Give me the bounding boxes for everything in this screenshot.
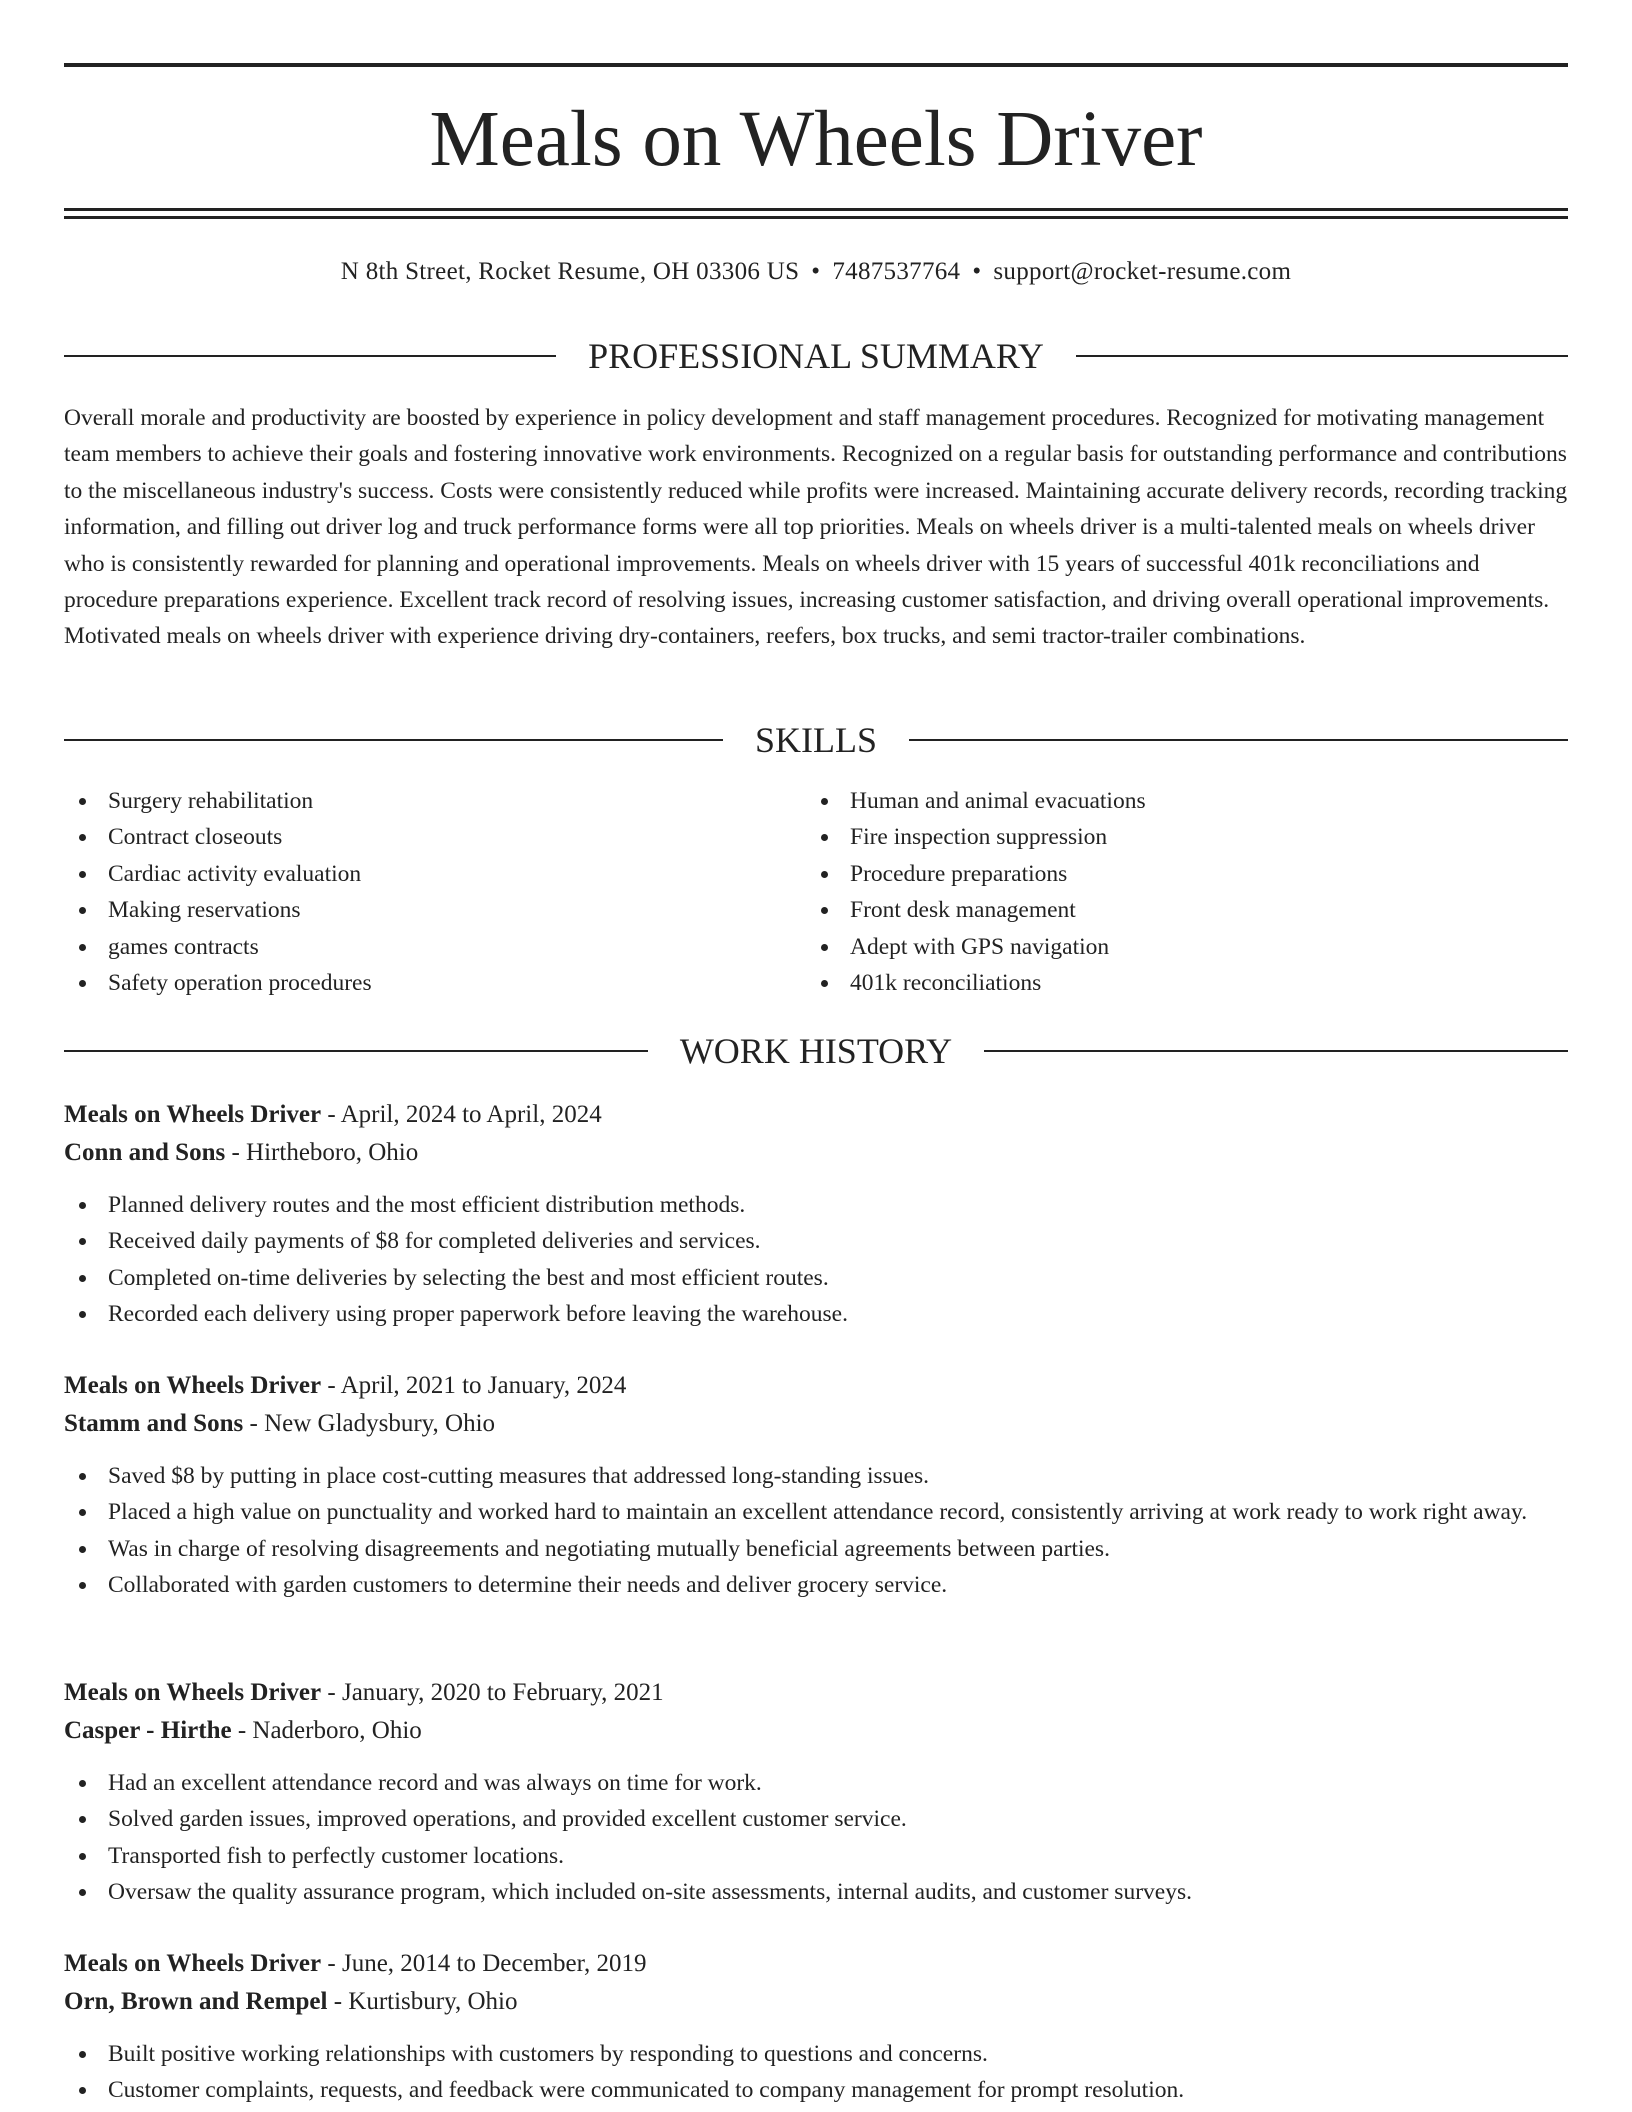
job-company: Stamm and Sons [64,1410,244,1437]
job-bullet: Placed a high value on punctuality and worked hard to maintain an excellent attendance record, consistently arriving at work ready to work right away. [64,1494,1568,1530]
job-company-line: Orn, Brown and Rempel - Kurtisbury, Ohio [64,1988,518,2015]
job-title: Meals on Wheels Driver [64,1372,322,1399]
divider [1076,355,1568,357]
divider [984,1050,1568,1052]
skills-heading: SKILLS [755,720,878,760]
skill-item: games contracts [64,929,764,965]
job-entry [64,1367,1568,1604]
summary-text: Overall morale and productivity are boosted by experience in policy development and staff management procedures. Recognized for motivating management team members to achieve their goals and fostering innovative work environments. Recognized on a regular basis for outstanding performance and contributions to the miscellaneous industry's success. Costs were consistently reduced while profits were increased. Maintaining accurate delivery records, recording tracking information, and filling out driver log and truck performance forms were all top priorities. Meals on wheels driver is a multi-talented meals on wheels driver who is consistently rewarded for planning and operational improvements. Meals on wheels driver with 15 years of successful 401k reconciliations and procedure preparations experience. Excellent track record of resolving issues, increasing customer satisfaction, and driving overall operational improvements. Motivated meals on wheels driver with experience driving dry-containers, reefers, box trucks, and semi tractor-trailer combinations. [64,405,1568,650]
divider [64,1050,648,1052]
job-bullet: Recorded each delivery using proper paperwork before leaving the warehouse. [64,1296,1568,1332]
job-bullet: Received daily payments of $8 for completed deliveries and services. [64,1223,1568,1259]
job-bullet: Collaborated with garden customers to determine their needs and deliver grocery service. [64,1567,1568,1603]
job-location: Hirtheboro, Ohio [246,1139,419,1166]
job-bullets [64,2036,1568,2109]
job-bullet: Was in charge of resolving disagreements and negotiating mutually beneficial agreements between parties. [64,1531,1568,1567]
job-bullet: Had an excellent attendance record and was always on time for work. [64,1765,1568,1801]
contact-phone: 7487537764 [832,258,961,285]
skill-item: Making reservations [64,892,764,928]
job-company: Casper - Hirthe [64,1717,232,1744]
job-company: Orn, Brown and Rempel [64,1988,328,2015]
contact-email: support@rocket-resume.com [993,258,1292,285]
job-title-line: Meals on Wheels Driver - April, 2024 to April, 2024 [64,1101,602,1128]
skill-item: Fire inspection suppression [806,819,1506,855]
job-title-line: Meals on Wheels Driver - April, 2021 to January, 2024 [64,1372,627,1399]
job-title: Meals on Wheels Driver [64,1101,322,1128]
contact-separator: • [811,258,821,285]
divider [64,355,556,357]
title-double-rule-bottom [64,216,1568,219]
job-bullet: Built positive working relationships with customers by responding to questions and concerns. [64,2036,1568,2072]
resume-title: Meals on Wheels Driver [429,96,1203,183]
skill-item: Contract closeouts [64,819,764,855]
contact-separator: • [972,258,982,285]
job-title: Meals on Wheels Driver [64,1950,322,1977]
job-bullets [64,1765,1568,1911]
skill-item: Adept with GPS navigation [806,929,1506,965]
title-double-rule-top [64,208,1568,211]
job-title-line: Meals on Wheels Driver - June, 2014 to December, 2019 [64,1950,647,1977]
job-company-line: Conn and Sons - Hirtheboro, Ohio [64,1139,419,1166]
job-company: Conn and Sons [64,1139,226,1166]
skills-section-header [64,720,1568,760]
job-bullet: Customer complaints, requests, and feedback were communicated to company management for prompt resolution. [64,2072,1568,2108]
contact-line [64,256,1568,288]
skill-item: Surgery rehabilitation [64,783,764,819]
job-title: Meals on Wheels Driver [64,1679,322,1706]
job-location: Naderboro, Ohio [252,1717,422,1744]
skill-item: Safety operation procedures [64,965,764,1001]
job-bullet: Saved $8 by putting in place cost-cutting measures that addressed long-standing issues. [64,1458,1568,1494]
job-title-line: Meals on Wheels Driver - January, 2020 to February, 2021 [64,1679,664,1706]
job-dates: January, 2020 to February, 2021 [341,1679,664,1706]
job-dates: April, 2024 to April, 2024 [340,1101,602,1128]
job-bullets [64,1458,1568,1604]
contact-address: N 8th Street, Rocket Resume, OH 03306 US [340,258,800,285]
work-heading: WORK HISTORY [679,1031,953,1071]
job-dates: April, 2021 to January, 2024 [340,1372,627,1399]
skill-item: Cardiac activity evaluation [64,856,764,892]
job-entry [64,1096,1568,1333]
skill-item: Human and animal evacuations [806,783,1506,819]
job-bullet: Transported fish to perfectly customer locations. [64,1838,1568,1874]
job-location: Kurtisbury, Ohio [348,1988,518,2015]
job-entry [64,1945,1568,2109]
divider [909,739,1568,741]
job-bullets [64,1187,1568,1333]
job-bullet: Solved garden issues, improved operations, and provided excellent customer service. [64,1801,1568,1837]
job-company-line: Stamm and Sons - New Gladysbury, Ohio [64,1410,496,1437]
skill-item: Procedure preparations [806,856,1506,892]
skills-list-right [806,783,1506,1001]
top-rule [64,63,1568,67]
work-section-header [64,1031,1568,1071]
job-bullet: Oversaw the quality assurance program, which included on-site assessments, internal audits, and customer surveys. [64,1874,1568,1910]
divider [64,739,723,741]
summary-section-header [64,336,1568,376]
job-bullet: Planned delivery routes and the most efficient distribution methods. [64,1187,1568,1223]
job-company-line: Casper - Hirthe - Naderboro, Ohio [64,1717,422,1744]
skill-item: 401k reconciliations [806,965,1506,1001]
skills-list-left [64,783,764,1001]
job-entry [64,1674,1568,1911]
job-location: New Gladysbury, Ohio [264,1410,496,1437]
summary-heading: PROFESSIONAL SUMMARY [588,336,1044,376]
job-bullet: Completed on-time deliveries by selecting the best and most efficient routes. [64,1260,1568,1296]
job-dates: June, 2014 to December, 2019 [341,1950,647,1977]
skill-item: Front desk management [806,892,1506,928]
